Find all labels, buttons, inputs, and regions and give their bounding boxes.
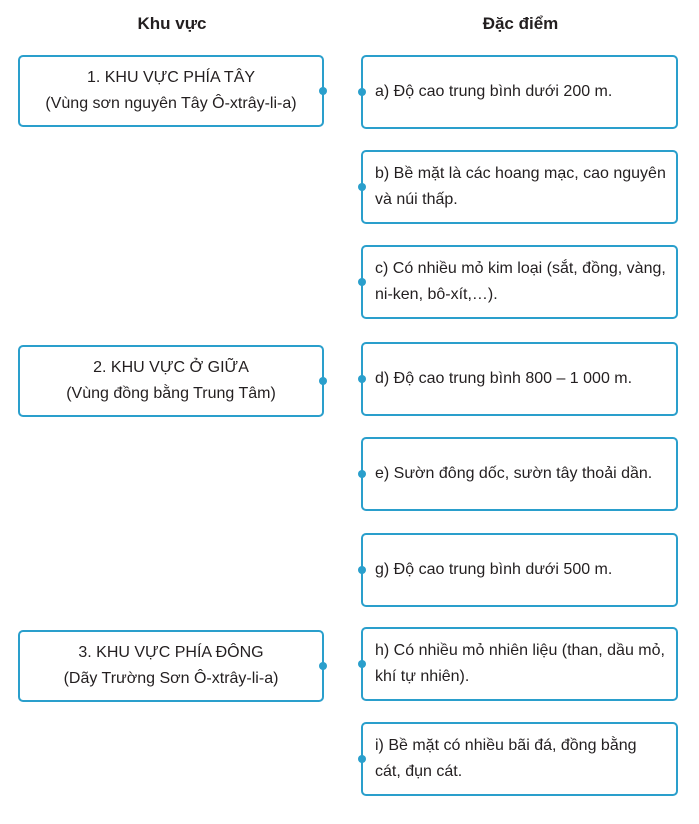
- region-title: 3. KHU VỰC PHÍA ĐÔNG: [78, 644, 264, 661]
- feature-box-i[interactable]: [361, 722, 678, 796]
- region-title: 2. KHU VỰC Ở GIỮA: [93, 359, 249, 376]
- region-subtitle: (Vùng đồng bằng Trung Tâm): [66, 385, 276, 402]
- feature-text: e) Sườn đông dốc, sườn tây thoải dần.: [375, 465, 653, 482]
- connector-dot[interactable]: [319, 87, 327, 95]
- region-box-east[interactable]: [18, 630, 324, 702]
- feature-text: i) Bề mặt có nhiều bãi đá, đồng bằng cát, đụn cát.: [375, 737, 637, 780]
- connector-dot[interactable]: [358, 183, 366, 191]
- connector-dot[interactable]: [358, 470, 366, 478]
- feature-text: g) Độ cao trung bình dưới 500 m.: [375, 561, 613, 578]
- connector-dot[interactable]: [358, 88, 366, 96]
- feature-box-c[interactable]: [361, 245, 678, 319]
- connector-dot[interactable]: [319, 662, 327, 670]
- feature-text: c) Có nhiều mỏ kim loại (sắt, đồng, vàng, ni-ken, bô-xít,…).: [375, 260, 666, 303]
- feature-column-heading: Đặc điểm: [482, 14, 559, 33]
- feature-box-a[interactable]: [361, 55, 678, 129]
- region-title: 1. KHU VỰC PHÍA TÂY: [86, 69, 256, 86]
- region-box-central[interactable]: [18, 345, 324, 417]
- feature-text: h) Có nhiều mỏ nhiên liệu (than, dầu mỏ, khí tự nhiên).: [375, 642, 665, 685]
- feature-box-d[interactable]: [361, 342, 678, 416]
- connector-dot[interactable]: [358, 660, 366, 668]
- feature-text: b) Bề mặt là các hoang mạc, cao nguyên và núi thấp.: [375, 165, 666, 208]
- region-column-heading: Khu vực: [137, 14, 207, 33]
- feature-text: a) Độ cao trung bình dưới 200 m.: [375, 83, 613, 100]
- feature-box-b[interactable]: [361, 150, 678, 224]
- feature-box-h[interactable]: [361, 627, 678, 701]
- feature-text: d) Độ cao trung bình 800 – 1 000 m.: [375, 370, 633, 387]
- feature-box-e[interactable]: [361, 437, 678, 511]
- feature-box-g[interactable]: [361, 533, 678, 607]
- region-box-west[interactable]: [18, 55, 324, 127]
- connector-dot[interactable]: [358, 278, 366, 286]
- connector-dot[interactable]: [358, 375, 366, 383]
- region-subtitle: (Dãy Trường Sơn Ô-xtrây-li-a): [63, 670, 279, 687]
- connector-dot[interactable]: [319, 377, 327, 385]
- connector-dot[interactable]: [358, 755, 366, 763]
- connector-dot[interactable]: [358, 566, 366, 574]
- region-subtitle: (Vùng sơn nguyên Tây Ô-xtrây-li-a): [45, 95, 297, 112]
